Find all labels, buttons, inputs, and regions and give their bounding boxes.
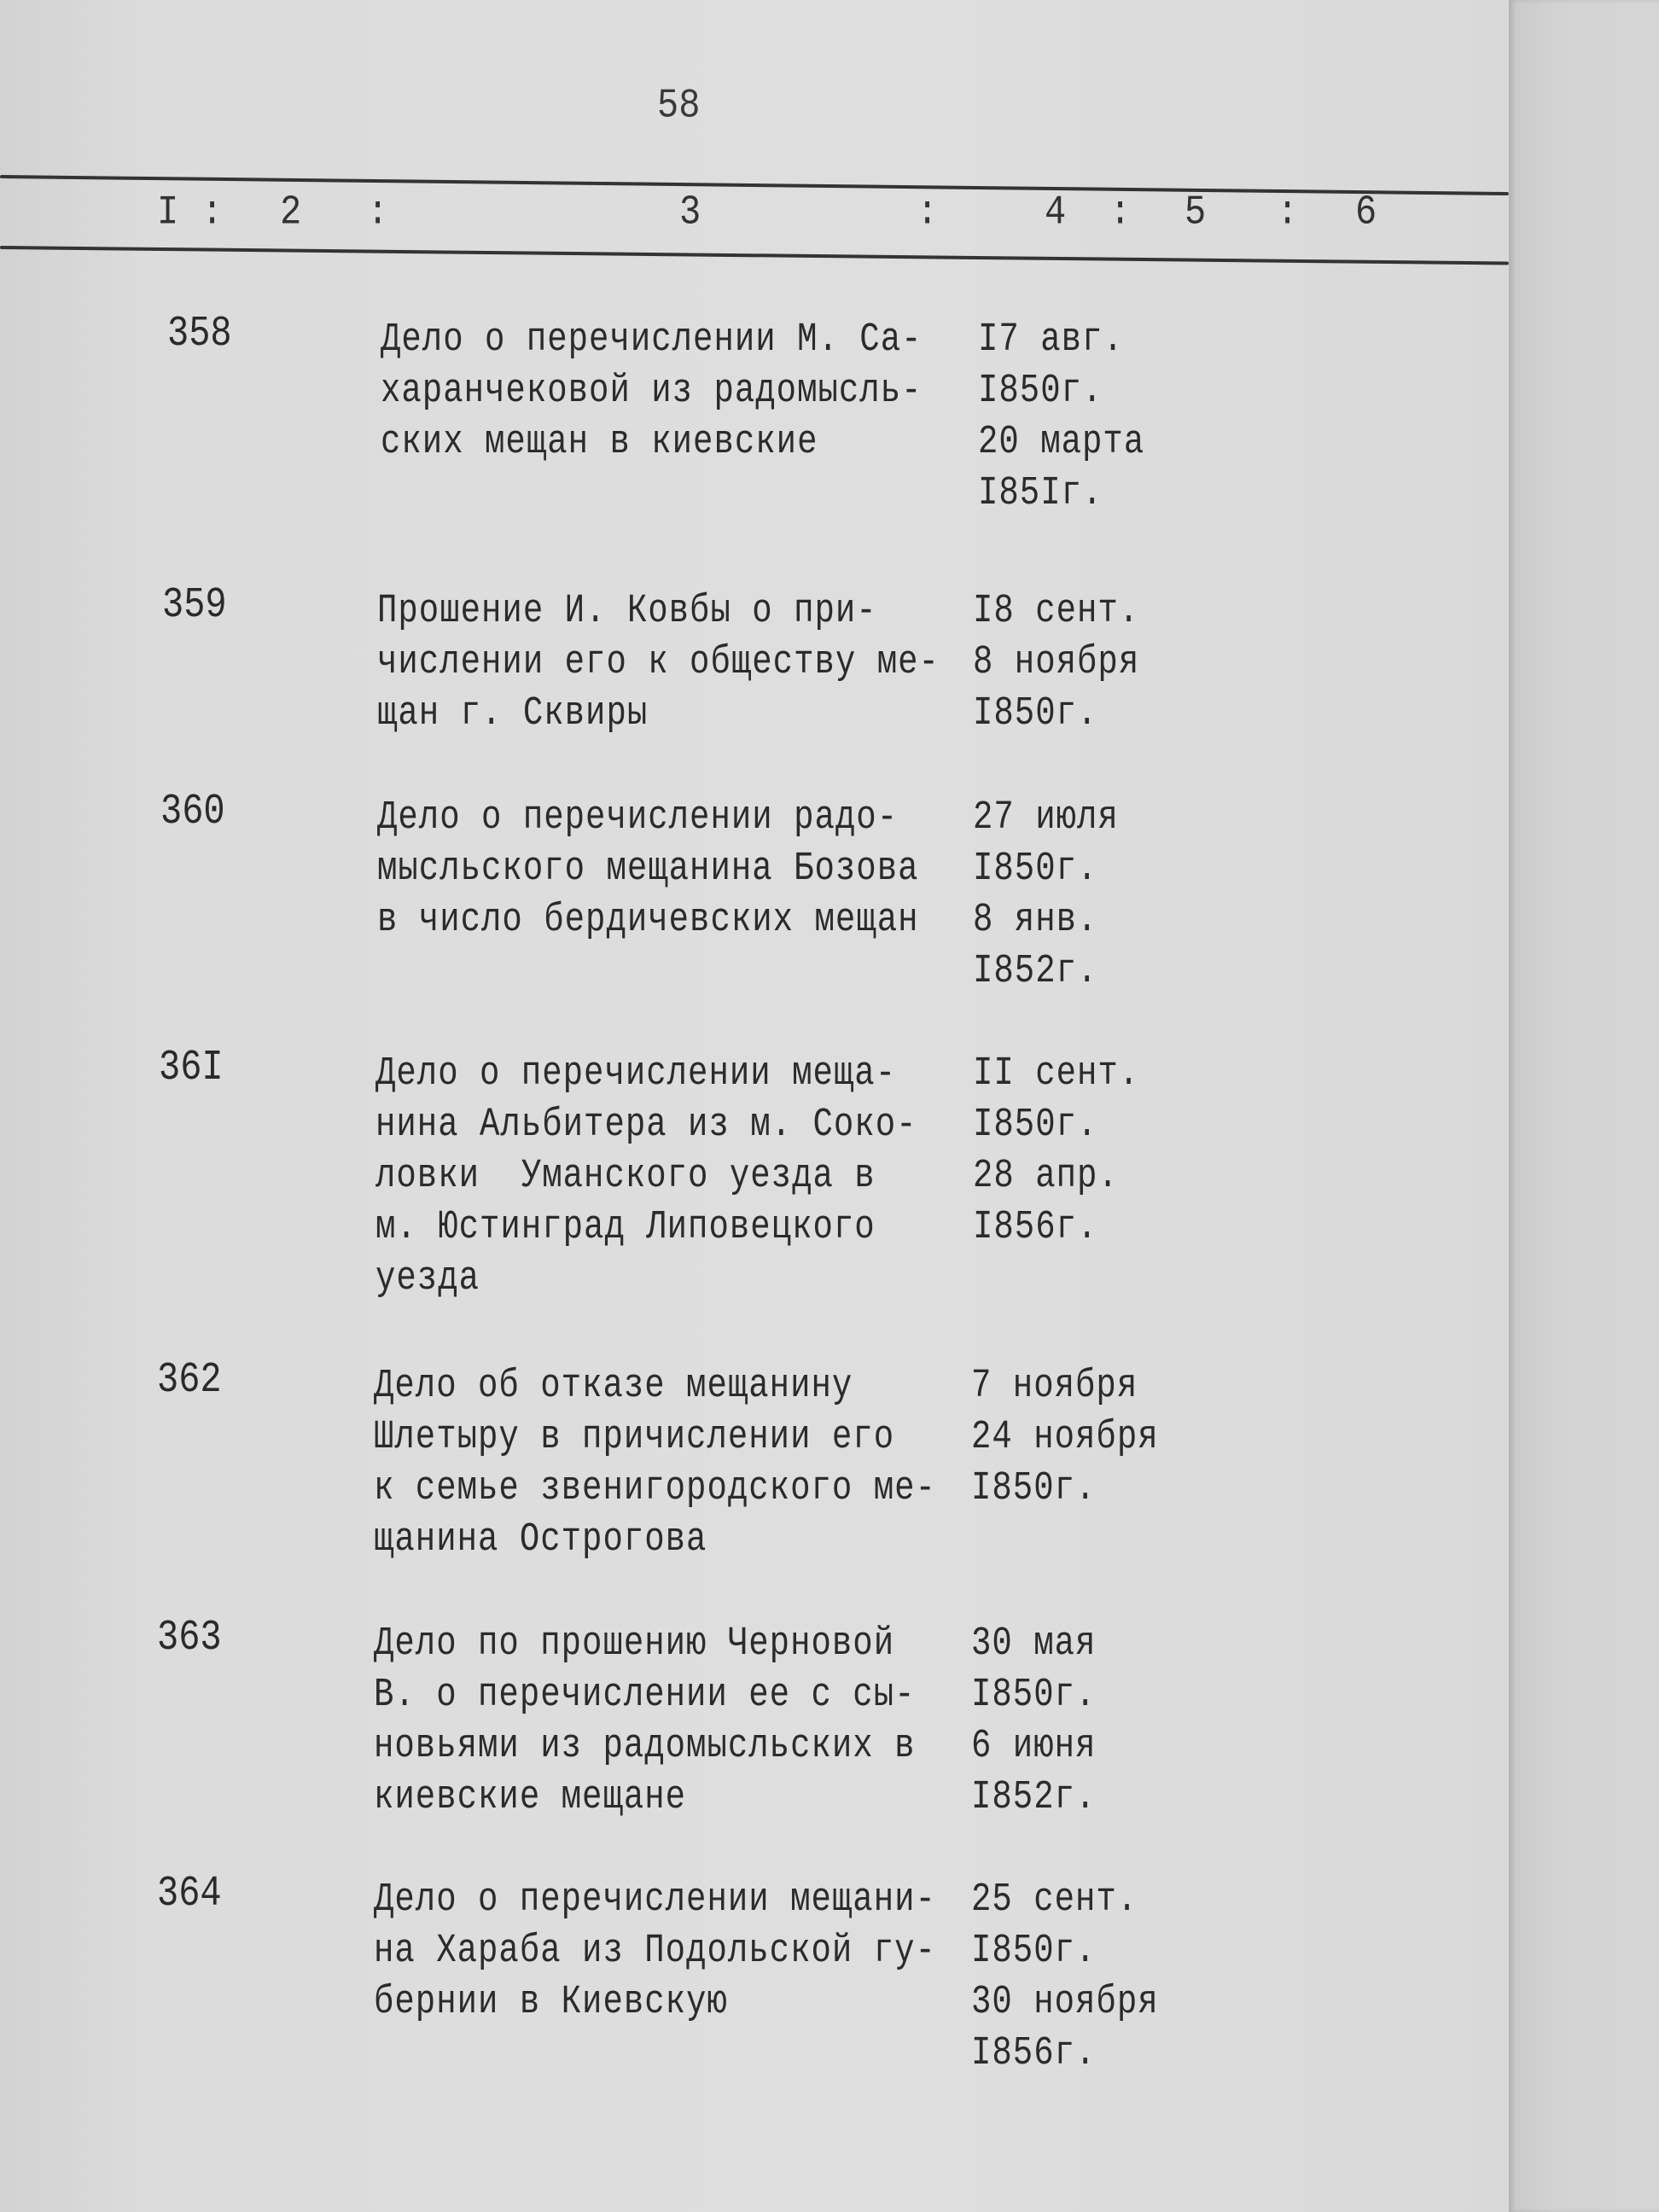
date-line: 30 мая [971,1621,1097,1667]
description-line: к семье звенигородского ме- [374,1465,936,1511]
date-line: I7 авг. [978,317,1124,363]
description-line: Дело о перечислении меща- [375,1051,897,1097]
column-header-5: 5 [1185,189,1207,236]
description-line: Шлетыру в причислении его [374,1414,895,1460]
entry-dates [971,1613,1096,1818]
date-line: I856г. [971,2030,1097,2076]
entry-description [377,787,919,943]
description-line: м. Юстинград Липовецкого [375,1204,876,1250]
page-number: 58 [657,82,701,130]
column-header-4: 4 [1045,189,1067,236]
description-line: мысльского мещанина Бозова [377,846,919,892]
description-line: Дело о перечислении М. Са- [381,317,923,363]
date-line: 30 ноября [971,1979,1159,2025]
date-line: I850г. [971,1672,1097,1718]
column-separator: : [201,189,224,236]
description-line: новьями из радомысльских в [374,1723,916,1769]
date-line: 27 июля [973,795,1119,841]
date-line: I850г. [973,1102,1098,1148]
entry-dates [971,1355,1159,1509]
entry-number: 358 [167,309,232,358]
column-header-1: I [157,189,179,236]
date-line: I850г. [973,846,1098,892]
date-line: I850г. [971,1465,1097,1511]
description-line: бернии в Киевскую [374,1979,728,2025]
entry-dates [971,1869,1159,2074]
entry-description [374,1613,916,1818]
description-line: Дело о перечислении радо- [377,795,899,841]
date-line: 6 июня [971,1723,1097,1769]
description-line: ловки Уманского уезда в [375,1153,876,1199]
entry-dates [973,580,1139,734]
description-line: нина Альбитера из м. Соко- [375,1102,917,1148]
description-line: В. о перечислении ее с сы- [374,1672,916,1718]
column-separator: : [1109,189,1132,236]
description-line: числении его к обществу ме- [377,639,940,685]
column-header-2: 2 [280,189,302,236]
table-header-bottom-rule [0,246,1509,265]
column-header-3: 3 [679,189,701,236]
date-line: 28 апр. [973,1153,1119,1199]
description-line: харанчековой из радомысль- [381,368,923,414]
description-line: Прошение И. Ковбы о при- [377,588,877,634]
date-line: I850г. [973,690,1098,736]
column-separator: : [1277,189,1299,236]
date-line: I850г. [971,1928,1097,1974]
description-line: на Хараба из Подольской гу- [374,1928,936,1974]
column-separator: : [367,189,389,236]
column-header-6: 6 [1355,189,1377,236]
entry-description [377,580,940,734]
entry-number: 36I [159,1043,224,1092]
description-line: щан г. Сквиры [377,690,649,736]
description-line: щанина Острогова [374,1516,707,1563]
entry-number: 364 [157,1869,222,1918]
date-line: I850г. [978,368,1103,414]
date-line: 8 ноября [973,639,1140,685]
date-line: I856г. [973,1204,1098,1250]
date-line: 25 сент. [971,1877,1138,1923]
entry-dates [978,309,1144,514]
entry-description [374,1355,936,1563]
column-separator: : [917,189,939,236]
entry-number: 359 [162,580,227,630]
date-line: 24 ноября [971,1414,1159,1460]
description-line: ских мещан в киевские [381,419,818,465]
date-line: I852г. [973,948,1098,994]
description-line: Дело об отказе мещанину [374,1363,853,1409]
description-line: в число бердичевских мещан [377,897,919,943]
entry-dates [973,787,1119,992]
description-line: Дело о перечислении мещани- [374,1877,936,1923]
entry-number: 363 [157,1613,222,1662]
date-line: I852г. [971,1774,1097,1820]
date-line: I8 сент. [973,588,1140,634]
date-line: 7 ноября [971,1363,1138,1409]
date-line: II сент. [973,1051,1140,1097]
description-line: уезда [375,1255,480,1301]
entry-description [374,1869,936,2023]
background-sheet [1509,0,1659,2212]
entry-description [375,1043,917,1299]
date-line: 8 янв. [973,897,1098,943]
entry-number: 360 [160,787,225,836]
entry-dates [973,1043,1139,1248]
entry-number: 362 [157,1355,222,1405]
description-line: киевские мещане [374,1774,687,1820]
date-line: I85Iг. [978,470,1103,516]
date-line: 20 марта [978,419,1145,465]
description-line: Дело по прошению Черновой [374,1621,895,1667]
entry-description [381,309,923,463]
